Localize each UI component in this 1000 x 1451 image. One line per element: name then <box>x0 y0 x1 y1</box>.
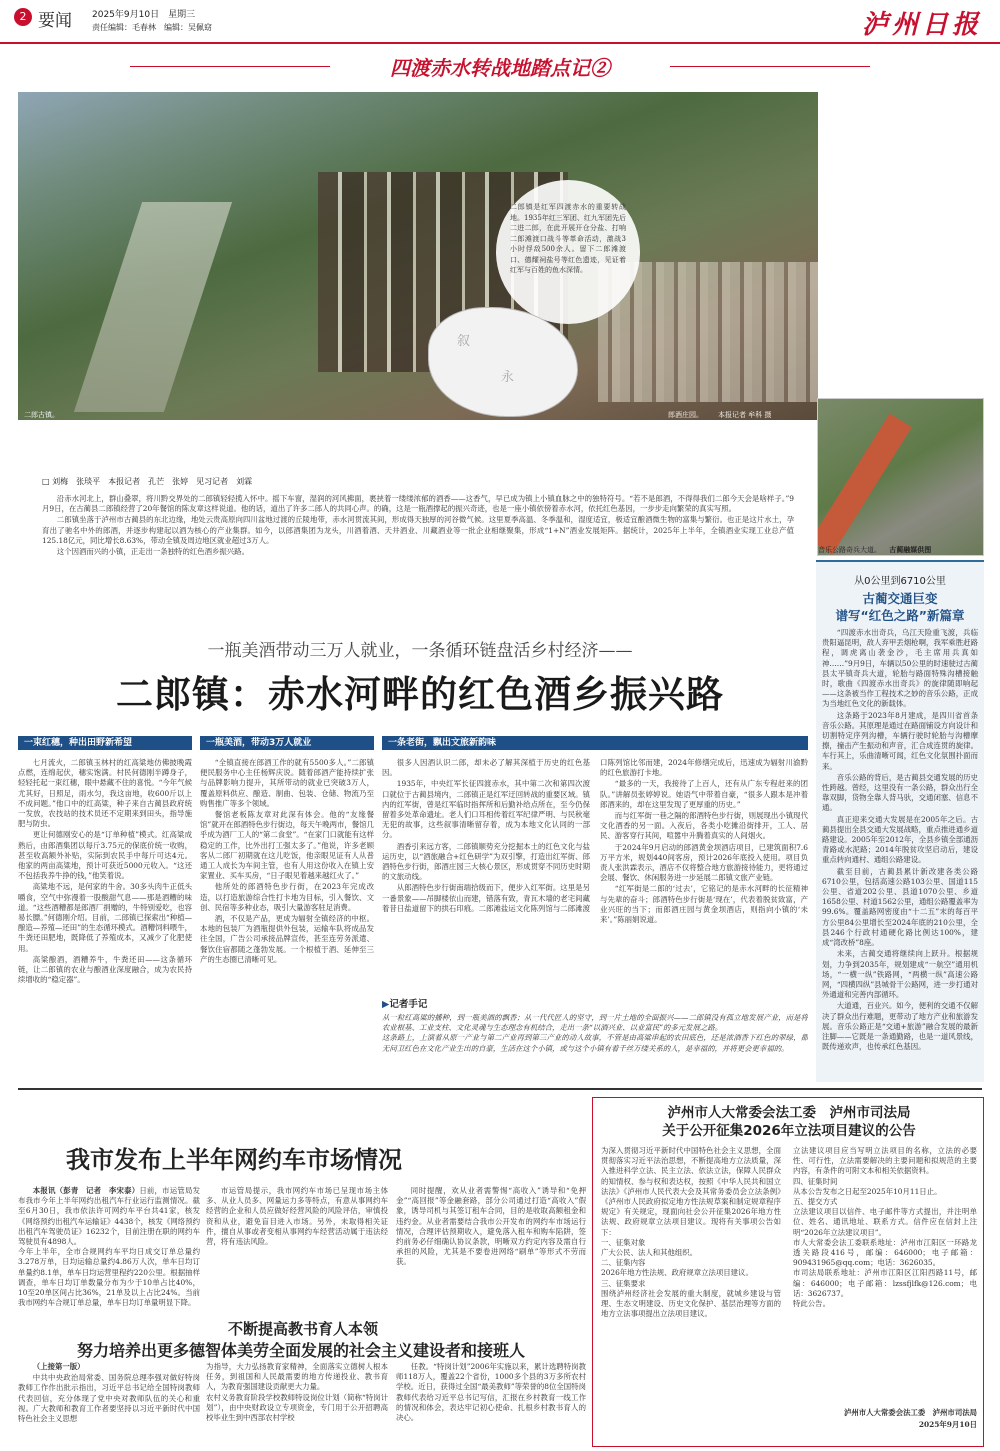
ridehail-col-1 <box>18 1186 200 1312</box>
column-1 <box>18 736 192 1080</box>
edu-kicker: （上接第一版） <box>32 1362 85 1371</box>
ridehail-col-2-body: 市运管局提示，我市网约车市场已呈现市场主体多、从业人员多、网量运力多等特点，有意从事网约车经营的企业和人员应做好经营风险的风险评估，审慎投资和从业，避免盲目进入市场。另外，未取得相关证件，擅自从事或者变相从事网约车经营活动属于违法经营，将有违法风险。 <box>206 1186 388 1247</box>
road-caption <box>818 545 984 555</box>
article-subtitle: 一瓶美酒带动三万人就业，一条循环链盘活乡村经济—— <box>207 641 633 661</box>
page-header <box>0 0 1000 44</box>
sidebar-para: 大道通，百业兴。如今，便利的交通不仅解决了群众出行难题，更带动了地方产业和旅游发展。音乐公路正是“交通+旅游”融合发展的最新注脚——它既是一条通勤路，也是一道风景线，既传递欢声，也传承红色基因。 <box>822 1001 978 1052</box>
edu-col-3 <box>396 1362 586 1448</box>
notes-marker-icon: ▶ <box>382 999 390 1010</box>
column-2-body <box>200 758 374 1080</box>
column-1-body <box>18 758 192 1080</box>
article-byline: □ 刘梅 张琰平 本报记者 孔芒 张婷 见习记者 刘霖 <box>42 477 253 486</box>
notice-col-2: 立法建议项目应当写明立法项目的名称，立法的必要性、可行性，立法需要解决的主要问题和拟规范的主要内容，有条件的可附文本和相关依据资料。 四、征集时间 从本公告发布之日起至2025年10月11日止。 五、提交方式 立法建议项目以信件、电子邮件等方式提出，并注明单位、姓名、通讯地址、联系方式。信件应在信封上注明“2026年立法建议项目”。 市人大常委会法工委联系地址：泸州市江阳区一环路龙透关路段416号，邮编：646000；电子邮箱：909431965@qq.com；电话：3626035。 市司法局联系地址：泸州市江阳区江阳西路11号，邮编：646000；电子邮箱：lzssfjlfk@126.com；电话：3626737。 特此公告。 <box>793 1146 977 1309</box>
column-2-heading: 一瓶美酒，带动3万人就业 <box>200 736 374 750</box>
sidebar-para: 未来，古蔺交通将继续向上跃升。根据规划，力争到2035年，规划建成“一航空”通用机场，“一横一纵”铁路网，“两横一纵”高速公路网，“四横四纵”县城骨干公路网，进一步打通对外通道和完善内部循环。 <box>822 949 978 1000</box>
reporter-notes-body: 从一粒红高粱的播种，到一瓶美酒的飘香；从一代代匠人的坚守，到一片土地的全面振兴——二郎镇没有孤立地发展产业，而是将农业根基、工业支柱、文化灵魂与生态理念有机结合，走出一条“以酒兴业、以业富民”的多元发展之路。 这条路上，上演着从原一产业与第二产业再到第三产业的动人故事，不管是由高粱串起的农田底色，还是浓酒香下红色的翠绿，都无问卫红色在文化产业生出的自豪，生活在这个小镇，或与这个小镇有着千丝万缕关系的人，是幸福的，并将更会更幸福的。 <box>382 1013 808 1053</box>
column-1-heading: 一束红穗，种出田野新希望 <box>18 736 192 750</box>
col3-para: 于2024年9月启动的郎酒黄金坝酒店项目，已建筑面积7.6万平方米，规划440间客房，预计2026年底投入使用。项目负责人张洪霖表示，酒店不仅将整合地方旅游接待能力，更将通过会展、餐饮、休闲服务进一步延展二郎镇文旅产业链。 <box>600 842 808 883</box>
map-label-xu: 叙 <box>457 334 471 349</box>
page-number: 2 <box>14 8 32 26</box>
road-shape <box>817 414 912 555</box>
notes-title-text: 记者手记 <box>389 999 428 1010</box>
reporter-notes <box>382 996 808 1078</box>
reporter-notes-title <box>382 996 808 1010</box>
photo-info-circle: 二郎镇是红军四渡赤水的重要转战地。1935年红三军团、红九军团先后二进二郎，在此开展开仓分盐、打响二郎滩渡口战斗等革命活动，激战3小时俘敌500余人。留下二郎滩渡口、德耀祠盐号等红色遗迹，见证着红军与百姓的鱼水深情。 <box>496 180 640 324</box>
editors: 责任编辑：毛春林 编辑：吴佩窈 <box>92 23 212 32</box>
sidebar-para: “四渡赤水出奇兵，乌江天险重飞渡，兵临贵阳逼昆明，敌人弃甲丢烟枪啊，我军乘胜赶路程，调虎离山袭金沙，毛主席用兵真如神……”9月9日，车辆以50公里的时速驶过古蔺县太平镇奇兵大道，轮胎与路面特殊沟槽接触时，歌曲《四渡赤水出奇兵》的旋律随即响起——这条被当作工程技术之妙的音乐公路，正成为当地红色文化的新载体。 <box>822 628 978 709</box>
column-3 <box>382 736 808 992</box>
road-caption-text: 音乐公路奇兵大道。 <box>818 546 881 554</box>
lede-para: 这个因酒而兴的小镇，正走出一条独特的红色酒乡振兴路。 <box>56 547 249 557</box>
col3-para: “红军街是二郎的‘过去’，它铭记的是赤水河畔的长征精神与先辈的奋斗；郎酒特色步行街是‘现在’，代表着脱贫致富，产业兴旺的当下；而郎酒庄园与黄金坝酒店，则指向小镇的‘未来’。”陈丽娟说道。 <box>600 884 808 925</box>
notice-title: 泸州市人大常委会法工委 泸州市司法局 关于公开征集2026年立法项目建议的公告 <box>662 1105 916 1139</box>
col3-para: “最多的一天，我接待了上百人，还有从广东专程赶来的团队。”讲解员张婷婷说。她语气中带着自豪，“很多人跟本是冲着郎酒来的，却在这里发现了更厚重的历史。” <box>600 779 808 809</box>
issue-date: 2025年9月10日 星期三 <box>92 10 196 20</box>
col1-para: 高粱酿酒，酒糟养牛，牛粪还田——这条循环链，让二郎镇的农业与酿酒业深度融合，成为农民持续增收的“稳定器”。 <box>18 954 192 985</box>
sidebar-para: 音乐公路的背后，是古蔺县交通发展的历史性跨越。曾经，这里没有一条公路，群众出行全靠双脚，货物全靠人背马驮，交通闭塞、信息不通。 <box>822 772 978 813</box>
column-2 <box>200 736 374 1080</box>
left-photo-caption: 二郎古镇。 <box>24 411 59 419</box>
col1-para: 更让何德刚安心的是“订单种植”模式。红高粱成熟后，由郎酒集团以每斤3.75元的保底价统一收购，甚至收高额外补贴，实际到农民手中每斤可达4元。他家的两亩高粱地，预计可获近5000元收入。“这还不包括我养牛挣的钱，”他笑着说。 <box>18 830 192 881</box>
col1-para: 高粱地不远，是何家的牛舍。30多头肉牛正低头嚼食，空气中弥漫着一股酸甜气息——那是酒糟的味道。“这些酒糟都是郎酒厂捐赠的，牛特别爱吃，也容易长膘。”何德刚介绍。目前，二郎镇已探索出“种植—酿造—养殖—还田”的生态循环模式。酒糟饲料喂牛，牛粪还田肥地，既降低了养殖成本，又减少了化肥使用。 <box>18 882 192 953</box>
series-divider-right <box>670 66 870 67</box>
sidebar-title: 古蔺交通巨变 谱写“红色之路”新篇章 <box>835 591 965 623</box>
sidebar-para: 真正迎来交通大发展是在2005年之后。古蔺县提出全县交通大发展战略，重点推进通乡道路建设。2005年至2012年，全县乡镇全部通沥青路或水泥路；2014年脱贫攻坚启动后，建设重点转向通村、通组公路建设。 <box>822 814 978 865</box>
col2-para: 餐馆老板陈友章对此深有体会。他的“友缘餐馆”就开在郎酒特色步行街边，每天午晚两市，餐馆几乎成为酒厂工人的“第二食堂”。“在家门口就能有这样稳定的工作，比外出打工强太多了。”他说，许多老顾客从二郎厂初期就在这儿吃饭，他亲眼见证有人从普通工人成长为车间主管，也有人用这份收入在镇上安家置业、买车买房，“日子眼见着越来越红火了。” <box>200 810 374 881</box>
notice-date: 2025年9月10日 <box>918 1420 977 1429</box>
article-headline: 二郎镇：赤水河畔的红色酒乡振兴路 <box>116 673 724 716</box>
notice-signature: 泸州市人大常委会法工委 泸州市司法局 <box>843 1408 977 1417</box>
column-3-heading: 一条老街，飘出文旅新韵味 <box>382 736 808 750</box>
edu-col-3-body: 任教。“特岗计划”2006年实施以来，累计选聘特岗教师118万人，覆盖22个省份，1000多个县的3万多所农村学校。近日，获得过全国“最美教师”等荣誉的8位全国特岗教师代表给习近平总书记写信，汇报在乡村教育一线工作的情况和体会，表达牢记初心使命、扎根乡村教书育人的决心。 <box>396 1362 586 1423</box>
column-3-body <box>382 758 808 992</box>
gorge-shape <box>74 202 232 412</box>
col3-para: 很多人因酒认识二郎，却未必了解其深植于历史的红色基因。 <box>382 758 590 778</box>
section-name: 要闻 <box>38 11 72 31</box>
main-photo <box>18 92 818 420</box>
ridehail-col-3 <box>396 1186 586 1312</box>
lede-para: 二郎镇坐落于泸州市古蔺县的东北边缘，地处云贵高原向四川盆地过渡的丘陵地带，赤水河贯流其间，形成得天独厚的河谷微气候。这里夏季高温、冬季温和，湿度适宜，极适宜酿酒微生物的富集与繁衍。也正是这片水土，孕育出了驰名中外的郎酒，并逐步构建起以酒为核心的产业集群。如今，以郎酒集团为龙头，川酒着酒、天井酒业、川藏酒业等一批企业相继聚集，形成“1+N”酒业发展矩阵。据统计，2025年上半年，全镇酒业实现工业总产值125.18亿元，同比增长8.63%，带动全镇及周边地区就业超过3万人。 <box>42 515 794 545</box>
sidebar-para: 截至目前，古蔺县累计新改建各类公路6710公里，包括高速公路103公里、国道115公里、省道202公里、县道1070公里、乡道1658公里、村道1562公里，通组公路覆盖率为99.6%。覆盖路网密度由“十二五”末的每百平方公里84公里增长至2024年底的210公里，全县246个行政村通硬化路比例达100%，建成“湾改桥”8座。 <box>822 866 978 948</box>
edu-col-1 <box>18 1362 200 1448</box>
col1-para: 七月流火，二郎镇玉林村的红高粱地仿佛披晚霞点燃，连绵起伏，穗实饱满。村民何德刚半蹲身子，轻轻托起一束红穗，眼中悬藏不住的喜悦。“今年气候尤其好，日照足，雨水匀，我这亩地，收600斤以上不成问题。”他口中的红高粱，种子来自古蔺县政府统一发放，农技站的技术员还不定期来到田头，指导施肥与防虫。 <box>18 758 192 829</box>
col2-para: 酒，不仅是产品，更成为辐射全镇经济的中枢。本地的包装厂为酒瓶提供外包装，运输车队将成品发往全国，广告公司承接品牌宣传，甚至连劳务派遣、餐饮住宿都随之蓬勃发展。一个根植于酒、延伸至三产的生态圈已清晰可见。 <box>200 914 374 964</box>
ridehail-col-1-text <box>18 1186 200 1308</box>
edu-col-2: 为指导，大力弘扬教育家精神，全面落实立德树人根本任务，到祖国和人民最需要的地方传递投业、教书育人，为教育强国建设贡献更大力量。 农村义务教育阶段学校教师特设岗位计划（简称“特岗计划”），由中央财政设立专项资金，专门用于公开招聘高校毕业生到中西部农村学校 <box>206 1362 388 1423</box>
newspaper-logo: 泸州日报 <box>861 10 982 40</box>
series-title: 四渡赤水转战地踏点记② <box>390 56 610 80</box>
road-credit: 古蔺融媒供图 <box>889 546 932 554</box>
photo-credit: 本报记者 牟科 摄 <box>718 411 772 419</box>
ridehail-col-3-body: 同时提醒，欢从业者需警惕“高收入”诱导和“免押金”“高回报”等金融套路，部分公司通过打造“高收入”假象，诱导司机与其签订租车合同，目的是收取高额租金和违约金。从业者需要结合我市公开发布的网约车市场运行情况，合理评估预期收入，避免落入租车和购车陷阱，签约前务必仔细确认协议条款，明晰双方约定内容及需自行承担的风险，尤其是不要卷进网络“刷单”等形式不劳而获。 <box>396 1186 586 1267</box>
col3-para: 酒香引来远方客，二郎镇顺势充分挖掘本土的红色文化与盐运历史，以“酒旅融合+红色研学”为双引擎，打造出红军街、郎酒特色步行街，郎酒庄园三大核心景区，形成贯穿不同历史时期的文旅动线。 <box>382 841 590 882</box>
col3-para: 而与红军街一巷之隔的郎酒特色步行街，则展现出小镇现代文化酒香的另一面。入夜后，各类小吃摊沿街排开，工人、居民、游客穿行其间，喧嚣中升腾着真实的人间烟火。 <box>600 811 808 841</box>
notice-col-1: 为深入贯彻习近平新时代中国特色社会主义思想，全面贯彻落实习近平法治思想，不断提高地方立法质量，深入推进科学立法、民主立法、依法立法，保障人民群众的知情权、参与权和表达权，按照《中华人民共和国立法法》《泸州市人民代表大会及其常务委员会立法条例》《泸州市人民政府拟定地方性法规草案和制定规章程序规定》有关规定，现面向社会公开征集2026年地方性法规、政府规章立法项目建议。现将有关事项公告如下： 一、征集对象 广大公民、法人和其他组织。 二、征集内容 2026年地方性法规、政府规章立法项目建议。 三、征集要求 围绕泸州经济社会发展的重大制度，就城乡建设与管理、生态文明建设、历史文化保护、基层治理等方面的地方立法事项提出立法项目建议。 <box>601 1146 781 1319</box>
col2-para: 他所处的郎酒特色步行街，在2023年完成改造，以打造旅游综合性打卡地为目标，引入餐饮、文创、民宿等多种业态，吸引大量游客驻足消费。 <box>200 882 374 912</box>
article-lede <box>42 494 794 609</box>
map-label-yong: 永 <box>501 370 515 385</box>
sidebar-kicker: 从0公里到6710公里 <box>854 576 946 587</box>
ridehail-col-1-body: 日前，市运管局发布我市今年上半年网约出租汽车行业运行监测情况。截至6月30日，我市依法许可网约车平台共41家，核发《网络预约出租汽车运输证》4438个，核发《网络预约出租汽车驾驶员证》16232个，目前注册在职的网约车驾驶员有4898人。 今年上半年，全市合规网约车平均日成交订单总量约3.278万单，日均运输总量约4.86万人次，单车日均订单量约8.1单，单车日均运营里程约220公里。根据抽样调查，单车日均订单数量分布为少于10单占比40%，10至20单区间占比36%，21单及以上占比24%。当前我市网约车合规订单总量，单车日均订单量明显下降。 <box>18 1186 200 1308</box>
legislation-notice <box>592 1097 984 1447</box>
traffic-sidebar <box>816 560 984 1082</box>
col3-para: 1935年，中央红军长征四渡赤水，其中第二次和第四次渡口就位于古蔺县境内，二郎镇正是红军迂回转战的重要区域。镇内的红军街，曾是红军临时指挥所和后勤补给点所在，至今仍保留着多处革命遗址。老人们口耳相传着红军纪律严明、与民秋毫无犯的故事，这些叙事清晰留存着，成为本地文化认同的一部分。 <box>382 779 590 840</box>
col3-para: 从郎酒特色步行街南端拾级而下，便步入红军街。这里是另一番景象——吊脚楼依山而建，错落有致，青瓦木墙的老宅间藏着昔日盐道留下的拱石印痕。二郎滩盐运文化陈列馆与二郎滩渡口陈列馆比邻而建，2024年修缮完成后，迅速成为辐射川渝黔的红色旅游打卡地。 <box>382 758 808 913</box>
edu-headline-1: 不断提高教书育人本领 <box>227 1320 378 1338</box>
lede-para: 沿赤水河北上，群山叠翠，将川黔交界处的二郎镇轻轻揽入怀中。摇下车窗，湿润的河风拂面，裹挟着一缕缕浓郁的酒香——这香气，早已成为镇上小镇血脉之中的独特符号。“若不是郎酒，不得得我们二郎今天会是啥样子。”9月9日，在古蔺县二郎镇经营了20年餐馆的陈友章这样说道。他的话，道出了许多二郎人的共同心声。的确，这是一瓶酒撑起的振兴奇迹，也是一座小镇依傍着赤水河，依托红色基因，一步步走向繁荣的真实写照。 <box>42 494 794 514</box>
edu-col-1-body: 中共中央政治局常委、国务院总理李强对做好特岗教师工作作出批示指出，习近平总书记给全国特岗教师代表回信，充分体现了党中央对教师队伍的关心和重视。广大教师和教育工作者要坚持以习近平新时代中国特色社会主义思想 <box>18 1373 200 1424</box>
ridehail-byline: 本报讯（彭青 记者 李宋泰） <box>32 1186 140 1195</box>
sidebar-body <box>822 628 978 1053</box>
right-photo-caption: 郎酒庄园。 <box>668 411 703 419</box>
road-photo <box>817 398 984 556</box>
sidebar-para: 这条路于2023年8月建成，是四川省首条音乐公路。其原理是通过在路面铺设方向设计和切割特定序列沟槽，车辆行驶时轮胎与沟槽摩擦，撞击产生振动和声音，汇合成连贯的旋律。车行其上，乐曲清晰可闻，红色文化氛围扑面而来。 <box>822 710 978 771</box>
section-divider <box>18 1088 982 1090</box>
col2-para: “全镇直接在郎酒工作的就有5500多人。”二郎镇便民服务中心主任杨辉庆说。随着郎酒产能持续扩张与品牌影响力提升，其所带动的就业已突破3万人，覆盖原料供应、酿造、制曲、包装、仓储、物流乃至购售推广等多个领域。 <box>200 758 374 808</box>
ridehail-headline: 我市发布上半年网约车市场情况 <box>66 1146 402 1174</box>
edu-headline-2: 努力培养出更多德智体美劳全面发展的社会主义建设者和接班人 <box>76 1341 525 1360</box>
ridehail-col-2 <box>206 1186 388 1312</box>
